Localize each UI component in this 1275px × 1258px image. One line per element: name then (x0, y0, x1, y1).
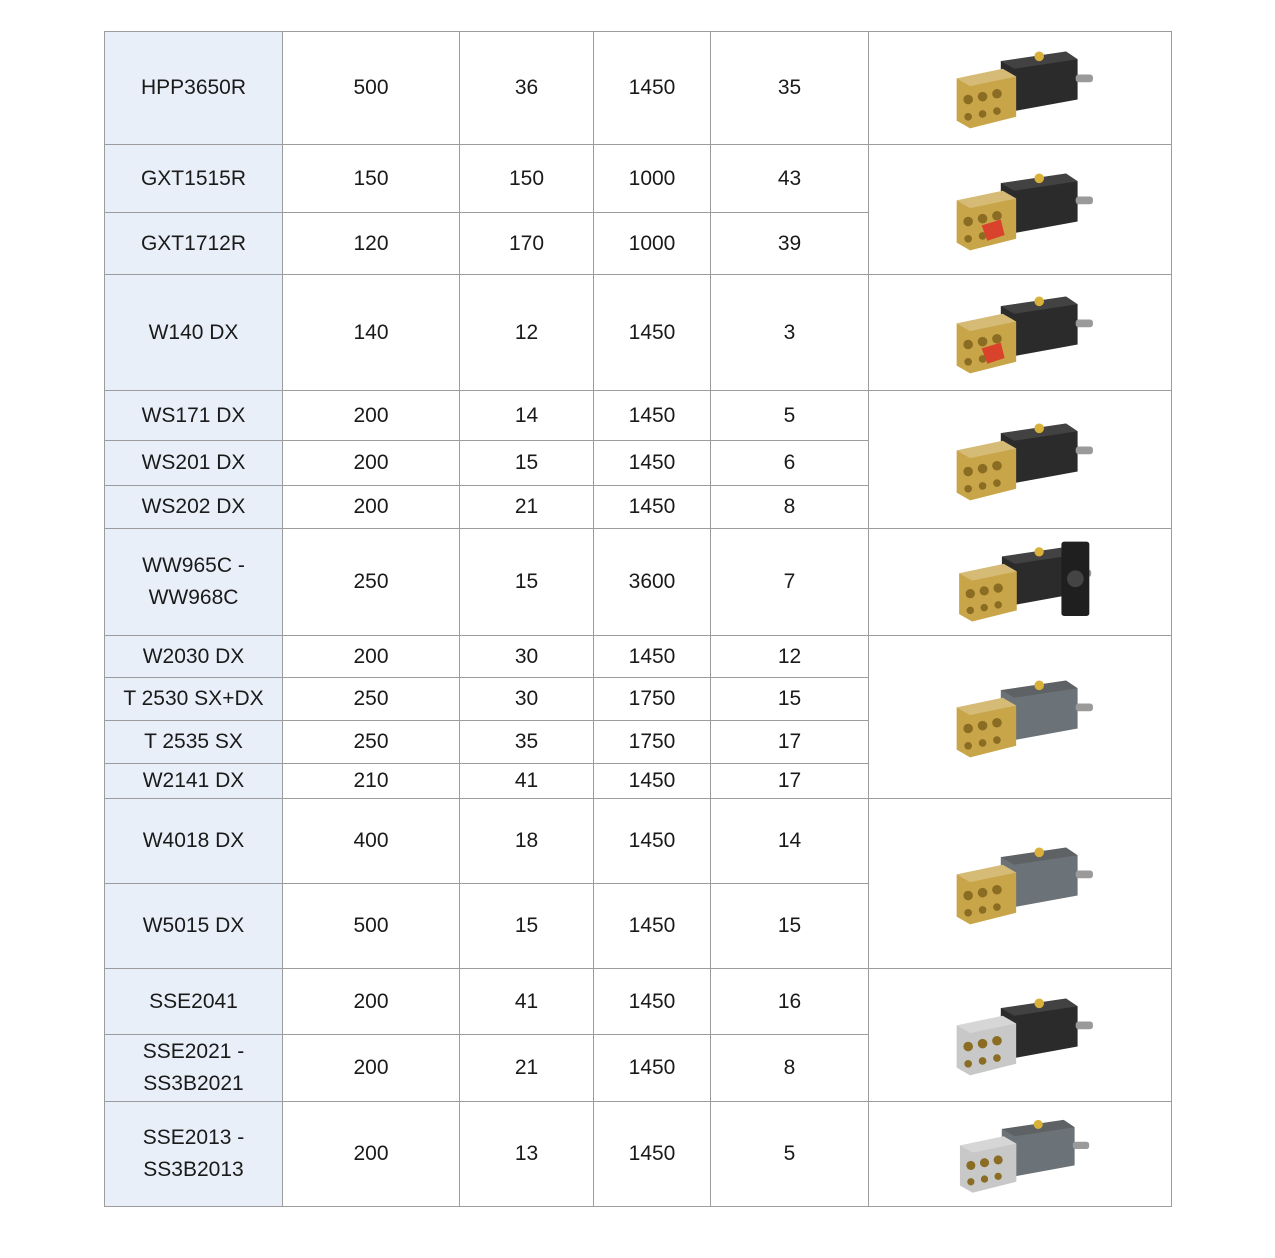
value-cell-v3: 1750 (594, 678, 711, 721)
table-row (105, 145, 1172, 213)
model-cell (105, 636, 283, 678)
value-cell-v2: 41 (460, 764, 594, 799)
value-cell-v4: 15 (711, 884, 869, 969)
model-cell (105, 884, 283, 969)
value-cell-v3: 1450 (594, 884, 711, 969)
value-cell-v2: 12 (460, 275, 594, 391)
model-name-line: WS202 DX (141, 495, 246, 518)
value-cell-v3: 1750 (594, 721, 711, 764)
model-name-line: W140 DX (148, 320, 239, 344)
model-name-line: HPP3650R (140, 76, 247, 99)
value-cell-v1: 200 (283, 969, 460, 1035)
value-cell-v4: 16 (711, 969, 869, 1035)
value-cell-v1: 500 (283, 884, 460, 969)
value-cell-v3: 1000 (594, 213, 711, 275)
value-cell-v4: 8 (711, 486, 869, 529)
model-cell (105, 969, 283, 1035)
pump-spec-table (104, 31, 1172, 1207)
value-cell-v4: 15 (711, 678, 869, 721)
value-cell-v2: 21 (460, 1035, 594, 1102)
value-cell-v1: 200 (283, 636, 460, 678)
value-cell-v4: 43 (711, 145, 869, 213)
value-cell-v4: 17 (711, 721, 869, 764)
value-cell-v3: 1450 (594, 1035, 711, 1102)
value-cell-v1: 200 (283, 391, 460, 441)
value-cell-v1: 400 (283, 799, 460, 884)
model-name-line: SSE2021 - (142, 1040, 245, 1063)
value-cell-v2: 15 (460, 884, 594, 969)
model-cell (105, 32, 283, 145)
model-name-line: GXT1712R (140, 231, 247, 255)
table-row (105, 799, 1172, 884)
value-cell-v1: 250 (283, 678, 460, 721)
value-cell-v2: 30 (460, 636, 594, 678)
model-cell (105, 721, 283, 764)
value-cell-v3: 1450 (594, 391, 711, 441)
model-name-line: WW965C - (142, 554, 245, 577)
value-cell-v4: 5 (711, 391, 869, 441)
value-cell-v1: 200 (283, 1035, 460, 1102)
value-cell-v1: 150 (283, 145, 460, 213)
value-cell-v1: 210 (283, 764, 460, 799)
value-cell-v3: 1000 (594, 145, 711, 213)
value-cell-v4: 8 (711, 1035, 869, 1102)
model-cell (105, 145, 283, 213)
pump-photo-icon (943, 162, 1097, 258)
pump-image-cell (869, 969, 1172, 1102)
model-cell (105, 799, 283, 884)
model-name-line: T 2535 SX (144, 730, 243, 753)
value-cell-v2: 41 (460, 969, 594, 1035)
pump-photo-icon (946, 536, 1095, 629)
model-cell (105, 275, 283, 391)
table-row (105, 969, 1172, 1035)
model-name-line: SS3B2021 (143, 1072, 244, 1095)
value-cell-v1: 200 (283, 441, 460, 486)
pump-image-cell (869, 32, 1172, 145)
value-cell-v1: 500 (283, 32, 460, 145)
model-name-line: SSE2013 - (142, 1126, 245, 1149)
pump-photo-icon (943, 669, 1097, 765)
value-cell-v4: 17 (711, 764, 869, 799)
value-cell-v3: 1450 (594, 32, 711, 145)
value-cell-v3: 1450 (594, 636, 711, 678)
value-cell-v3: 1450 (594, 764, 711, 799)
model-cell (105, 764, 283, 799)
value-cell-v2: 21 (460, 486, 594, 529)
table-row (105, 391, 1172, 441)
value-cell-v1: 120 (283, 213, 460, 275)
value-cell-v4: 39 (711, 213, 869, 275)
value-cell-v4: 7 (711, 529, 869, 636)
pump-image-cell (869, 799, 1172, 969)
value-cell-v1: 140 (283, 275, 460, 391)
value-cell-v4: 35 (711, 32, 869, 145)
value-cell-v4: 3 (711, 275, 869, 391)
value-cell-v2: 13 (460, 1102, 594, 1207)
value-cell-v2: 36 (460, 32, 594, 145)
value-cell-v2: 170 (460, 213, 594, 275)
table-row (105, 32, 1172, 145)
model-name-line: WS201 DX (141, 451, 246, 474)
pump-image-cell (869, 145, 1172, 275)
value-cell-v1: 250 (283, 721, 460, 764)
table-row (105, 275, 1172, 391)
value-cell-v2: 30 (460, 678, 594, 721)
model-name-line: SSE2041 (149, 989, 238, 1013)
value-cell-v3: 3600 (594, 529, 711, 636)
pump-image-cell (869, 1102, 1172, 1207)
model-name-line: WS171 DX (141, 403, 246, 427)
model-cell (105, 213, 283, 275)
model-cell (105, 391, 283, 441)
value-cell-v3: 1450 (594, 799, 711, 884)
value-cell-v3: 1450 (594, 275, 711, 391)
table-row (105, 636, 1172, 678)
value-cell-v4: 12 (711, 636, 869, 678)
value-cell-v4: 6 (711, 441, 869, 486)
value-cell-v2: 15 (460, 441, 594, 486)
pump-image-cell (869, 391, 1172, 529)
value-cell-v2: 15 (460, 529, 594, 636)
pump-spec-body (105, 32, 1172, 1207)
value-cell-v2: 18 (460, 799, 594, 884)
pump-photo-icon (947, 1109, 1093, 1200)
value-cell-v3: 1450 (594, 486, 711, 529)
model-cell (105, 529, 283, 636)
model-name-line: GXT1515R (140, 166, 247, 190)
pump-photo-icon (943, 412, 1097, 508)
value-cell-v2: 150 (460, 145, 594, 213)
pump-photo-icon (943, 285, 1097, 381)
model-name-line: SS3B2013 (143, 1158, 244, 1181)
value-cell-v1: 250 (283, 529, 460, 636)
model-cell (105, 678, 283, 721)
model-name-line: T 2530 SX+DX (123, 687, 264, 710)
value-cell-v4: 14 (711, 799, 869, 884)
value-cell-v3: 1450 (594, 441, 711, 486)
model-cell (105, 441, 283, 486)
value-cell-v2: 35 (460, 721, 594, 764)
model-cell (105, 486, 283, 529)
pump-image-cell (869, 636, 1172, 799)
model-cell (105, 1035, 283, 1102)
pump-photo-icon (943, 40, 1097, 136)
value-cell-v1: 200 (283, 486, 460, 529)
table-row (105, 1102, 1172, 1207)
model-name-line: WW968C (148, 586, 239, 609)
model-cell (105, 1102, 283, 1207)
model-name-line: W2141 DX (142, 769, 245, 792)
model-name-line: W2030 DX (142, 644, 245, 668)
value-cell-v1: 200 (283, 1102, 460, 1207)
pump-photo-icon (943, 836, 1097, 932)
value-cell-v2: 14 (460, 391, 594, 441)
value-cell-v4: 5 (711, 1102, 869, 1207)
value-cell-v3: 1450 (594, 969, 711, 1035)
model-name-line: W5015 DX (142, 914, 245, 937)
model-name-line: W4018 DX (142, 829, 245, 852)
value-cell-v3: 1450 (594, 1102, 711, 1207)
pump-image-cell (869, 529, 1172, 636)
table-row (105, 529, 1172, 636)
pump-photo-icon (943, 987, 1097, 1083)
pump-image-cell (869, 275, 1172, 391)
